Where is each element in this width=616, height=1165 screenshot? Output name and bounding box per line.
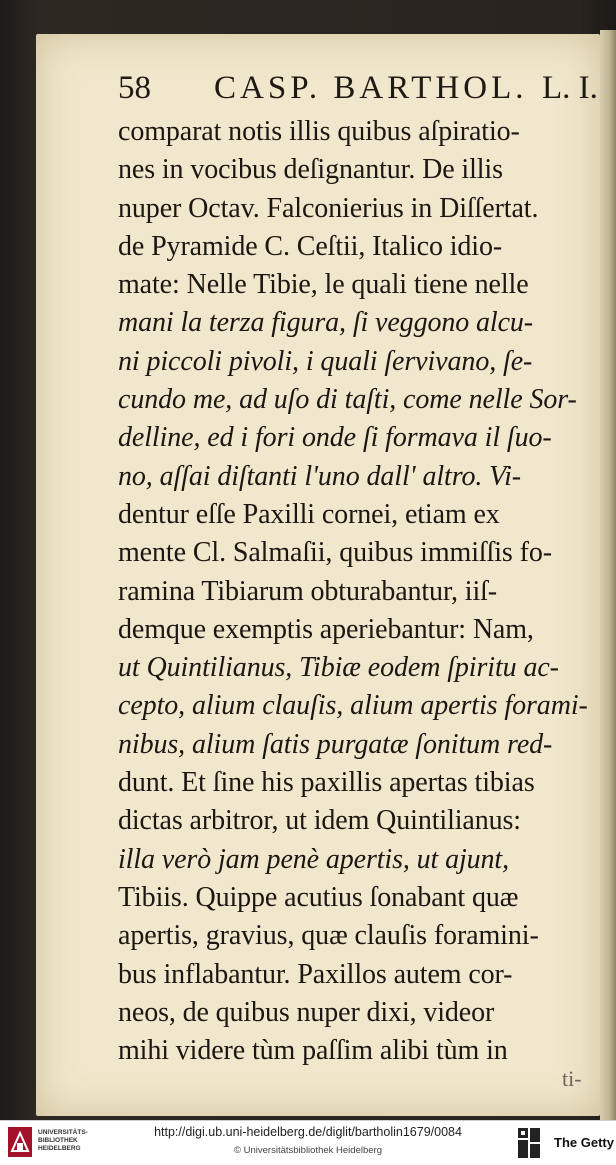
text-line: apertis, gravius, quæ clauſis foramini- xyxy=(118,920,539,952)
text-line: de Pyramide C. Ceſtii, Italico idio- xyxy=(118,230,503,262)
text-line: ut Quintilianus, Tibiæ eodem ſpiritu ac- xyxy=(118,652,559,684)
running-title: CASP. BARTHOL. xyxy=(214,70,528,106)
page-number: 58 xyxy=(118,70,151,106)
permalink-url[interactable]: http://digi.ub.uni-heidelberg.de/diglit/bartholin1679/0084 xyxy=(154,1125,462,1139)
text-line: mihi videre tùm paſſim alibi tùm in xyxy=(118,1035,508,1067)
text-line: dentur eſſe Paxilli cornei, etiam ex xyxy=(118,498,500,530)
section-reference: L. I. xyxy=(542,70,598,106)
text-line: dictas arbitror, ut idem Quintilianus: xyxy=(118,805,521,837)
getty-logo[interactable] xyxy=(518,1127,614,1161)
partner-name: The Getty xyxy=(554,1135,614,1150)
text-line: bus inflabantur. Paxillos autem cor- xyxy=(118,958,513,990)
library-logo-line-3: HEIDELBERG xyxy=(38,1145,81,1152)
text-line: ni piccoli pivoli, i quali ſervivano, ſe- xyxy=(118,345,533,377)
text-line: dunt. Et ſine his paxillis apertas tibias xyxy=(118,767,535,799)
text-line: cepto, alium clauſis, alium apertis forami- xyxy=(118,690,588,722)
text-line: Tibiis. Quippe acutius ſonabant quæ xyxy=(118,881,519,913)
text-line: mate: Nelle Tibie, le quali tiene nelle xyxy=(118,269,529,301)
page-header xyxy=(118,70,598,114)
text-line: neos, de quibus nuper dixi, videor xyxy=(118,996,495,1028)
text-line: mente Cl. Salmaſii, quibus immiſſis fo- xyxy=(118,537,552,569)
text-line: nuper Octav. Falconierius in Diſſertat. xyxy=(118,192,539,224)
text-line: comparat notis illis quibus aſpiratio- xyxy=(118,116,520,147)
text-line: delline, ed i fori onde ſi formava il ſuo- xyxy=(118,422,552,454)
text-line: ramina Tibiarum obturabantur, iiſ- xyxy=(118,575,497,607)
text-line: illa verò jam penè apertis, ut ajunt, xyxy=(118,843,509,875)
text-line: no, aſſai diſtanti l'uno dall' altro. Vi- xyxy=(118,460,521,492)
text-line: nes in vocibus deſignantur. De illis xyxy=(118,154,503,186)
copyright-text: © Universitätsbibliothek Heidelberg xyxy=(234,1145,382,1156)
viewer-footer xyxy=(0,1120,616,1165)
text-line: mani la terza figura, ſi veggono alcu- xyxy=(118,307,534,339)
library-logo-line-2: BIBLIOTHEK xyxy=(38,1137,78,1144)
text-line: cundo me, ad uſo di taſti, come nelle Sor- xyxy=(118,384,577,416)
catchword: ti- xyxy=(562,1066,582,1091)
getty-emblem-icon xyxy=(518,1128,542,1158)
text-line: nibus, alium ſatis purgatæ ſonitum red- xyxy=(118,728,553,760)
body-text xyxy=(118,113,600,1070)
text-line: demque exemptis aperiebantur: Nam, xyxy=(118,613,534,645)
library-logo-line-1: UNIVERSITÄTS- xyxy=(38,1129,88,1136)
page-edge xyxy=(600,30,616,1120)
